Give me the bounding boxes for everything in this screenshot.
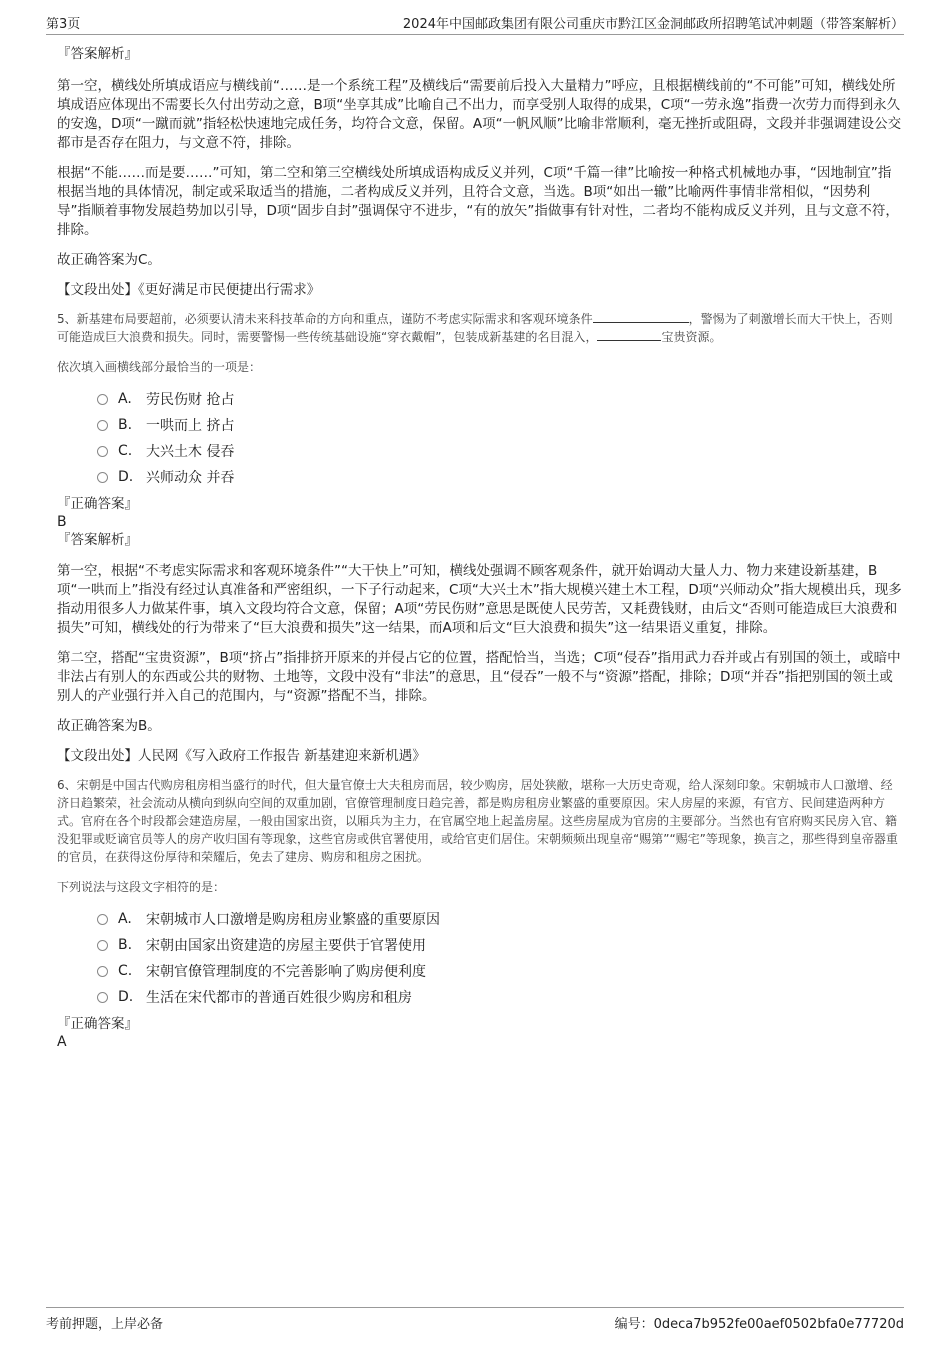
q5-analysis-label: 『答案解析』 (57, 532, 138, 548)
radio-icon[interactable] (97, 940, 108, 951)
footer-slogan: 考前押题，上岸必备 (46, 1317, 164, 1332)
q5-option-c[interactable]: C. 大兴土木 侵吞 (97, 438, 904, 464)
radio-icon[interactable] (97, 992, 108, 1003)
page-header (46, 10, 904, 35)
q5-question: 依次填入画横线部分最恰当的一项是： (57, 360, 262, 374)
q5-source: 【文段出处】人民网《写入政府工作报告 新基建迎来新机遇》 (57, 748, 426, 764)
q5-stem-part3: 宝贵资源。 (661, 330, 722, 344)
q6-answer-label: 『正确答案』 (57, 1016, 138, 1032)
q5-stem-part2: ，警惕为了刺激增长而大干快上，否则可能造成巨大浪费和损失。同时，需要警惕一些传统基础设施“穿衣戴帽”，包装成新基建的名目混入， (57, 312, 893, 344)
q6-option-a[interactable]: A. 宋朝城市人口激增是购房租房业繁盛的重要原因 (97, 906, 904, 932)
q5-conclusion: 故正确答案为B。 (57, 718, 161, 734)
document-id: 编号：0deca7b952fe00aef0502bfa0e77720d (614, 1317, 904, 1332)
q5-stem-part1: 5、新基建布局要超前，必须要认清未来科技革命的方向和重点，谨防不考虑实际需求和客观环境条件 (57, 312, 593, 326)
q5-answer-label: 『正确答案』 (57, 496, 138, 512)
page-footer (46, 1307, 904, 1332)
q4-source: 【文段出处】《更好满足市民便捷出行需求》 (57, 282, 321, 298)
q5-option-b[interactable]: B. 一哄而上 挤占 (97, 412, 904, 438)
q5-analysis-p1: 第一空，根据“不考虑实际需求和客观环境条件”“大干快上”可知，横线处强调不顾客观条件，就开始调动大量人力、物力来建设新基建，B项“一哄而上”指没有经过认真准备和严密组织，一下子行动起来，C项“大兴土木”指大规模兴建土木工程，D项“兴师动众”指大规模出兵，现多指动用很多人力做某件事，填入文段均符合文意，保留；A项“劳民伤财”意思是既使人民劳苦，又耗费钱财，由后文“否则可能造成巨大浪费和损失”可知，横线处的行为带来了“巨大浪费和损失”这一结果，而A项和后文“巨大浪费和损失”这一结果语义重复，排除。 (57, 563, 902, 636)
q5-option-d[interactable]: D. 兴师动众 并吞 (97, 464, 904, 490)
q6-answer: A (57, 1034, 67, 1050)
radio-icon[interactable] (97, 966, 108, 977)
q6-option-d[interactable]: D. 生活在宋代都市的普通百姓很少购房和租房 (97, 984, 904, 1010)
q6-question: 下列说法与这段文字相符的是： (57, 880, 226, 894)
radio-icon[interactable] (97, 914, 108, 925)
q4-conclusion: 故正确答案为C。 (57, 252, 161, 268)
q5-blank-1 (593, 310, 689, 323)
q6-options (97, 906, 904, 1010)
q4-analysis-p1: 第一空，横线处所填成语应与横线前“……是一个系统工程”及横线后“需要前后投入大量精力”呼应，且根据横线前的“不可能”可知，横线处所填成语应体现出不需要长久付出劳动之意，B项“坐享其成”比喻自己不出力，而享受别人取得的成果，C项“一劳永逸”指费一次劳力而得到永久的安逸，D项“一蹴而就”指轻松快速地完成任务，均符合文意，保留。A项“一帆风顺”比喻非常顺利，毫无挫折或阻碍，文段并非强调建设公交都市是否存在阻力，与文意不符，排除。 (57, 78, 902, 151)
q6-option-b[interactable]: B. 宋朝由国家出资建造的房屋主要供于官署使用 (97, 932, 904, 958)
q5-blank-2 (597, 328, 661, 341)
main-content (57, 44, 904, 1050)
q5-stem (57, 310, 904, 346)
document-title: 2024年中国邮政集团有限公司重庆市黔江区金洞邮政所招聘笔试冲刺题（带答案解析） (402, 17, 904, 32)
radio-icon[interactable] (97, 446, 108, 457)
q6-option-c[interactable]: C. 宋朝官僚管理制度的不完善影响了购房便利度 (97, 958, 904, 984)
q4-analysis-p2: 根据“不能……而是要……”可知，第二空和第三空横线处所填成语构成反义并列，C项“千篇一律”比喻按一种格式机械地办事，“因地制宜”指根据当地的具体情况，制定或采取适当的措施，二者构成反义并列，且符合文意，当选。B项“如出一辙”比喻两件事情非常相似，“因势利导”指顺着事物发展趋势加以引导，D项“固步自封”强调保守不进步，“有的放矢”指做事有针对性，二者均不能构成反义并列，且与文意不符，排除。 (57, 165, 899, 238)
radio-icon[interactable] (97, 472, 108, 483)
q6-stem: 6、宋朝是中国古代购房租房相当盛行的时代，但大量官僚士大夫租房而居，较少购房，居处狭敝，堪称一大历史奇观，给人深刻印象。宋朝城市人口激增、经济日趋繁荣，社会流动从横向到纵向空间的双重加剧，官僚管理制度日趋完善，都是购房租房业繁盛的重要原因。宋人房屋的来源，有官方、民间建造两种方式。官府在各个时段都会建造房屋，一般由国家出资，以厢兵为主力，在官属空地上起盖房屋。这些房屋成为官房的主要部分。当然也有官府购买民房入官、籍没犯罪或贬谪官员等人的房产收归国有等现象，这些官房或供官署使用，或给官吏们居住。宋朝频频出现皇帝“赐第”“赐宅”等现象，换言之，那些得到皇帝器重的官员，在获得这份厚待和荣耀后，免去了建房、购房和租房之困扰。 (57, 778, 898, 864)
q4-analysis-label: 『答案解析』 (57, 46, 138, 62)
q5-analysis-p2: 第二空，搭配“宝贵资源”，B项“挤占”指排挤开原来的并侵占它的位置，搭配恰当，当选；C项“侵吞”指用武力吞并或占有别国的领土，或暗中非法占有别人的东西或公共的财物、土地等，文段中没有“非法”的意思，且“侵吞”一般不与“资源”搭配，排除；D项“并吞”指把别国的领土或别人的产业强行并入自己的范围内，与“资源”搭配不当，排除。 (57, 650, 901, 704)
radio-icon[interactable] (97, 420, 108, 431)
q5-option-a[interactable]: A. 劳民伤财 抢占 (97, 386, 904, 412)
radio-icon[interactable] (97, 394, 108, 405)
q5-answer: B (57, 514, 67, 530)
page-number: 第3页 (46, 17, 81, 32)
q5-options (97, 386, 904, 490)
